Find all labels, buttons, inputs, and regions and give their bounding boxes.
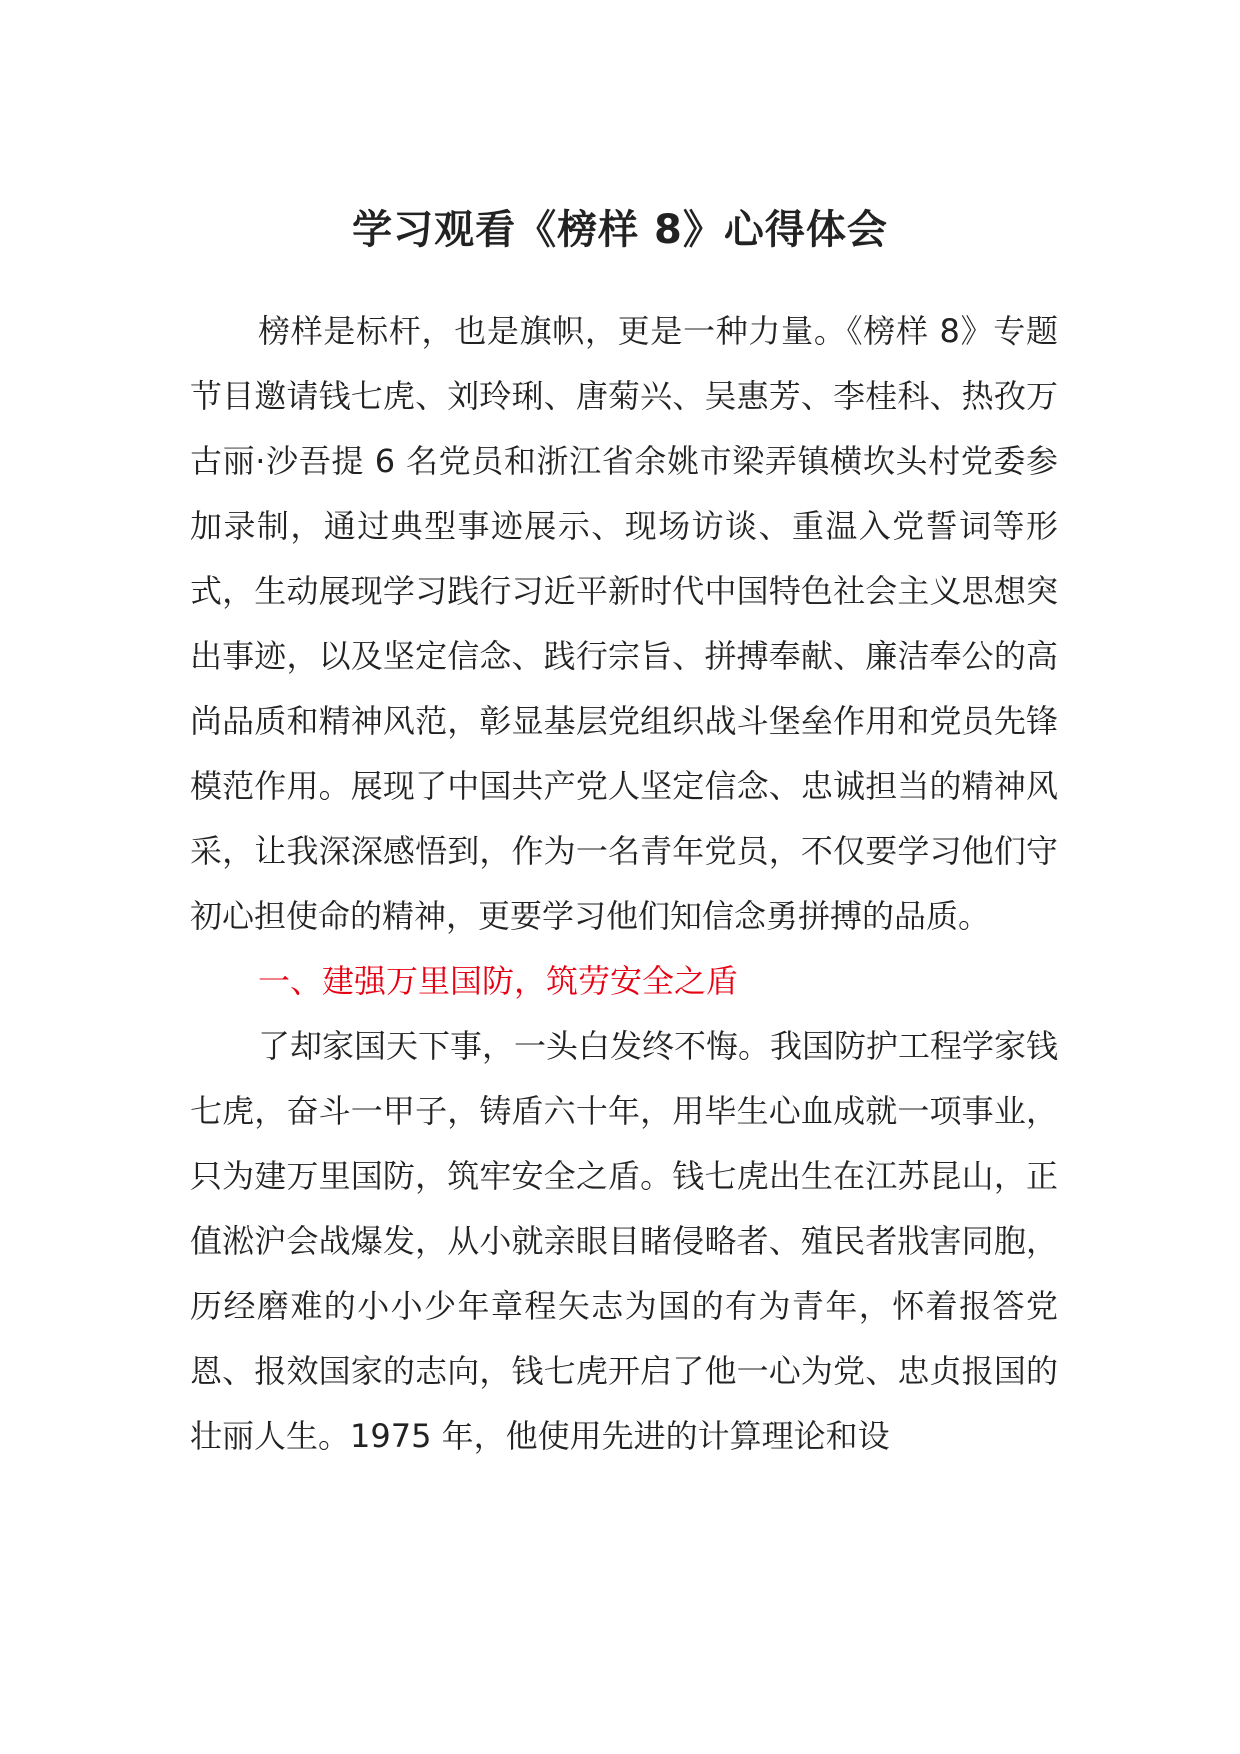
document-title: 学习观看《榜样 8》心得体会 <box>352 207 888 253</box>
intro-paragraph: 榜样是标杆，也是旗帜，更是一种力量。《榜样 8》专题节目邀请钱七虎、刘玲琍、唐菊兴、吴惠芳、李桂科、热孜万古丽·沙吾提 6 名党员和浙江省余姚市梁弄镇横坎头村党委参加录制，通过典型事迹展示、现场访谈、重温入党誓词等形式，生动展现学习践行习近平新时代中国特色社会主义思想突出事迹，以及坚定信念、践行宗旨、拼搏奉献、廉洁奉公的高尚品质和精神风范，彰显基层党组织战斗堡垒作用和党员先锋模范作用。展现了中国共产党人坚定信念、忠诚担当的精神风采，让我深深感悟到，作为一名青年党员，不仅要学习他们守初心担使命的精神，更要学习他们知信念勇拼搏的品质。 <box>190 312 1058 935</box>
section-paragraph: 了却家国天下事，一头白发终不悔。我国防护工程学家钱七虎，奋斗一甲子，铸盾六十年，用毕生心血成就一项事业，只为建万里国防，筑牢安全之盾。钱七虎出生在江苏昆山，正值淞沪会战爆发，从小就亲眼目睹侵略者、殖民者戕害同胞，历经磨难的小小少年章程矢志为国的有为青年，怀着报答党恩、报效国家的志向，钱七虎开启了他一心为党、忠贞报国的壮丽人生。1975 年，他使用先进的计算理论和设 <box>190 1027 1059 1455</box>
document-body <box>190 299 1058 1469</box>
section-heading: 一、建强万里国防，筑劳安全之盾 <box>258 962 739 1000</box>
